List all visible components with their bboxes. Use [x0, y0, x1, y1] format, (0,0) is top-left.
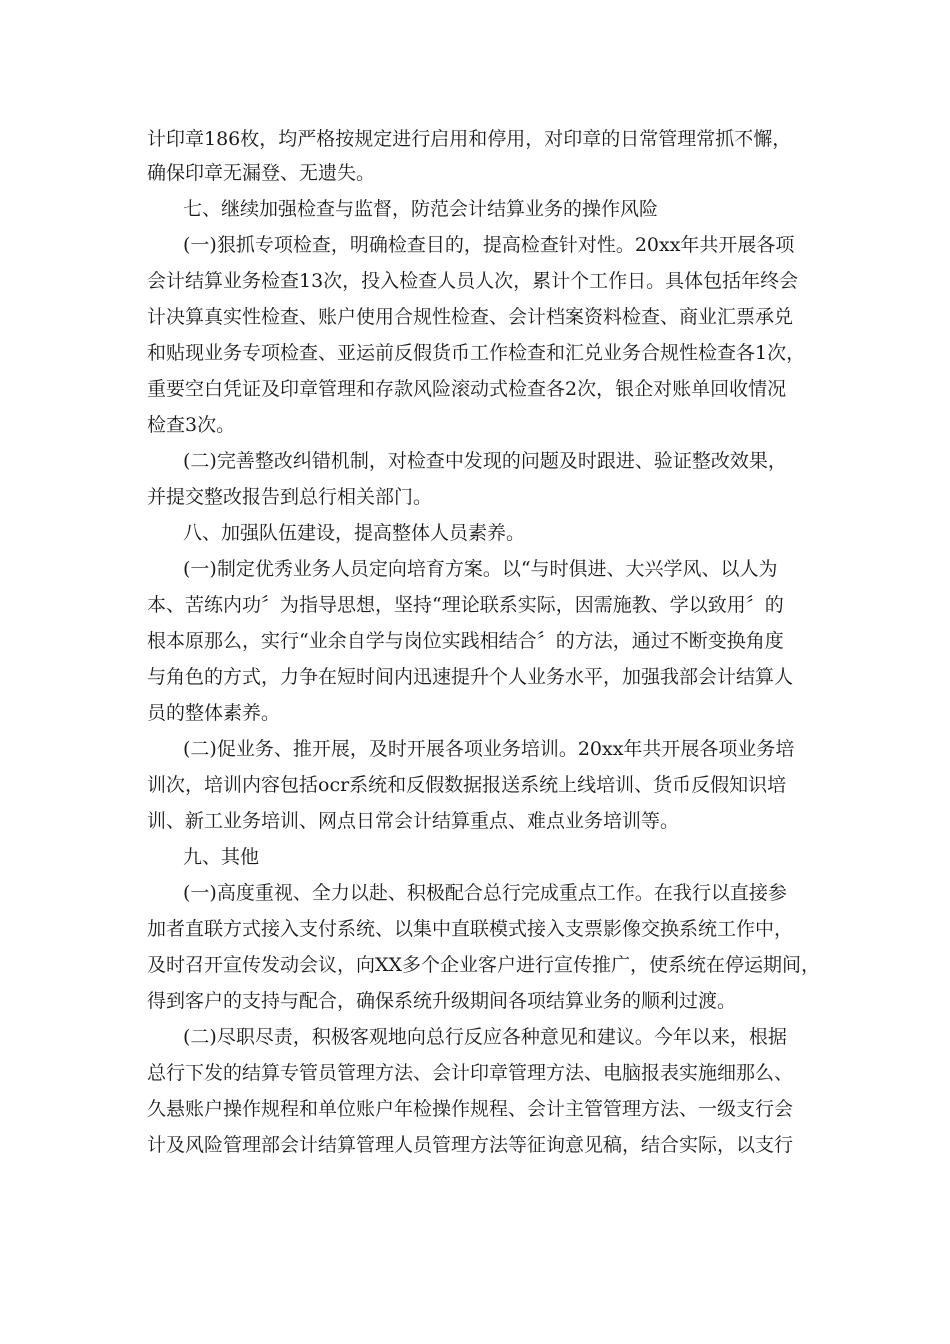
body-line: 训次，培训内容包括ocr系统和反假数据报送系统上线培训、货币反假知识培	[147, 774, 787, 796]
body-line: 本、苦练内功〞为指导思想，坚持“理论联系实际，因需施教、学以致用〞的	[147, 594, 784, 616]
body-line: 会计结算业务检查13次，投入检查人员人次，累计个工作日。具体包括年终会	[147, 270, 799, 292]
body-line: 并提交整改报告到总行相关部门。	[147, 486, 433, 508]
paragraph-first-line: (二)完善整改纠错机制，对检查中发现的问题及时跟进、验证整改效果，	[183, 450, 787, 472]
section-heading-9: 九、其他	[183, 846, 260, 868]
paragraph-first-line: (一)高度重视、全力以赴、积极配合总行完成重点工作。在我行以直接参	[183, 882, 787, 904]
body-line: 及时召开宣传发动会议，向XX多个企业客户进行宣传推广，使系统在停运期间，	[147, 954, 821, 976]
body-line: 根本原那么，实行“业余自学与岗位实践相结合〞的方法，通过不断变换角度	[147, 630, 784, 652]
body-line: 训、新工业务培训、网点日常会计结算重点、难点业务培训等。	[147, 810, 680, 832]
body-line: 得到客户的支持与配合，确保系统升级期间各项结算业务的顺利过渡。	[147, 990, 737, 1012]
body-line: 计及风险管理部会计结算管理人员管理方法等征询意见稿，结合实际，以支行	[147, 1134, 794, 1156]
paragraph-first-line: (二)尽职尽责，积极客观地向总行反应各种意见和建议。今年以来，根据	[183, 1026, 787, 1048]
section-heading-7: 七、继续加强检查与监督，防范会计结算业务的操作风险	[183, 198, 659, 220]
body-line: 总行下发的结算专管员管理方法、会计印章管理方法、电脑报表实施细那么、	[147, 1062, 794, 1084]
body-line: 加者直联方式接入支付系统、以集中直联模式接入支票影像交换系统工作中，	[147, 918, 794, 940]
body-line: 检查3次。	[147, 414, 236, 436]
body-line: 和贴现业务专项检查、亚运前反假货币工作检查和汇兑业务合规性检查各1次，	[147, 342, 806, 364]
body-line: 与角色的方式，力争在短时间内迅速提升个人业务水平，加强我部会计结算人	[147, 666, 794, 688]
paragraph-first-line: (一)狠抓专项检查，明确检查目的，提高检查针对性。20xx年共开展各项	[183, 234, 795, 256]
body-line: 计印章186枚，均严格按规定进行启用和停用，对印章的日常管理常抓不懈，	[147, 128, 792, 150]
body-line: 重要空白凭证及印章管理和存款风险滚动式检查各2次，银企对账单回收情况	[147, 378, 787, 400]
body-line: 久悬账户操作规程和单位账户年检操作规程、会计主管管理方法、一级支行会	[147, 1098, 794, 1120]
section-heading-8: 八、加强队伍建设，提高整体人员素养。	[183, 522, 526, 544]
paragraph-first-line: (一)制定优秀业务人员定向培育方案。以“与时俱进、大兴学风、以人为	[183, 558, 778, 580]
paragraph-first-line: (二)促业务、推开展，及时开展各项业务培训。20xx年共开展各项业务培	[183, 738, 795, 760]
body-line: 员的整体素养。	[147, 702, 281, 724]
body-line: 计决算真实性检查、账户使用合规性检查、会计档案资料检查、商业汇票承兑	[147, 306, 794, 328]
body-line: 确保印章无漏登、无遗失。	[147, 162, 376, 184]
